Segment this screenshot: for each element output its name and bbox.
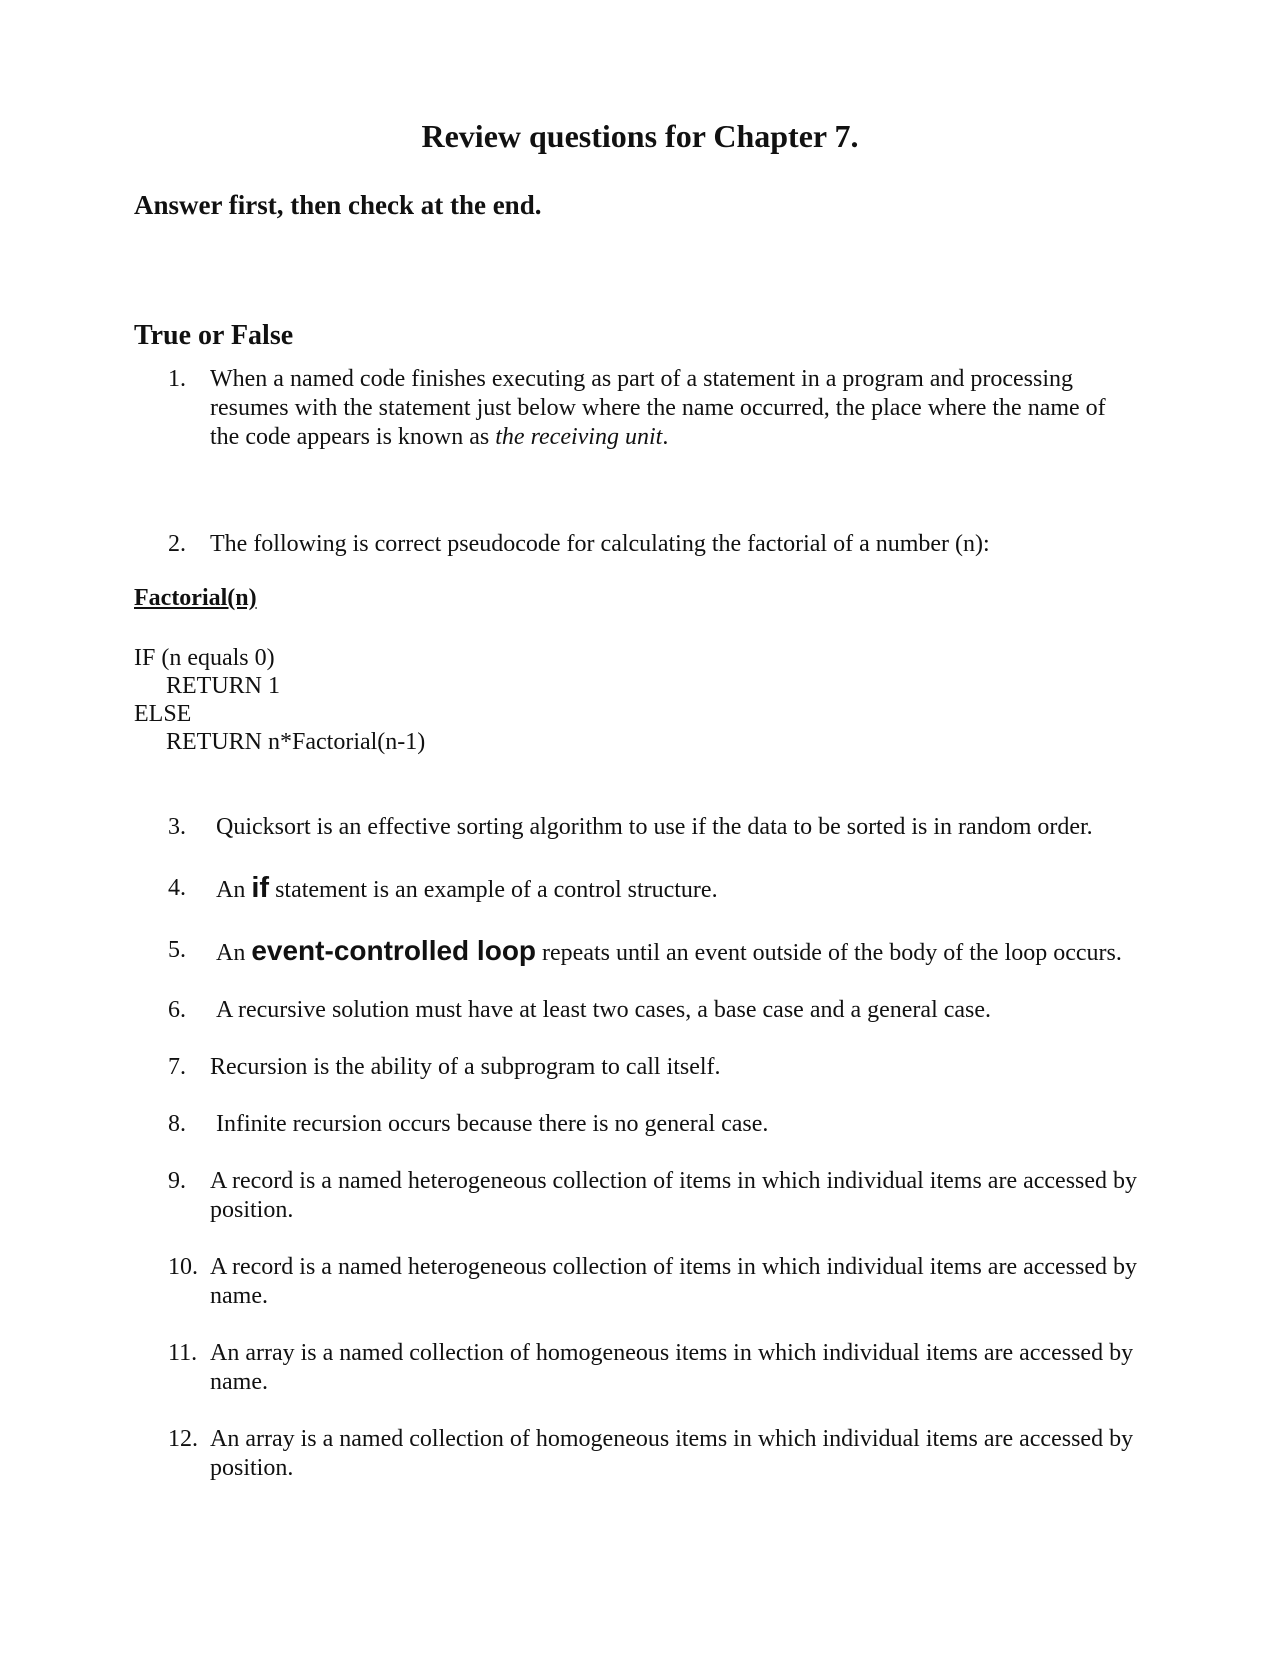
question-7: [168, 1053, 1138, 1082]
page-title: Review questions for Chapter 7.: [421, 118, 859, 154]
question-number: 12.: [168, 1426, 198, 1452]
question-6: [168, 996, 1138, 1025]
question-text: An array is a named collection of homogeneous items in which individual items are accessed by name.: [210, 1340, 1134, 1395]
question-number: 8.: [168, 1111, 186, 1137]
question-text: Recursion is the ability of a subprogram to call itself.: [210, 1054, 721, 1080]
section-heading: True or False: [134, 320, 294, 351]
question-text: [216, 936, 1138, 968]
question-4: [168, 874, 1138, 905]
question-3: [168, 813, 1138, 842]
question-number: 5.: [168, 937, 186, 963]
question-1: [168, 365, 1138, 452]
question-text: Infinite recursion occurs because there is no general case.: [216, 1111, 769, 1137]
question-number: 7.: [168, 1054, 186, 1080]
question-5: [168, 936, 1138, 968]
question-number: 4.: [168, 875, 186, 901]
question-number: 1.: [168, 366, 186, 392]
question-text: An array is a named collection of homogeneous items in which individual items are accessed by position.: [210, 1426, 1134, 1481]
question-emphasis: the receiving unit: [495, 424, 663, 450]
question-keyword: if: [251, 872, 270, 904]
pseudocode-line: ELSE: [134, 701, 192, 727]
question-9: [168, 1167, 1138, 1225]
question-number: 9.: [168, 1168, 186, 1194]
pseudocode-block: [134, 644, 425, 756]
question-number: 11.: [168, 1340, 198, 1366]
question-text-part: An: [216, 940, 252, 966]
question-text: A record is a named heterogeneous collection of items in which individual items are accessed by position.: [210, 1168, 1138, 1223]
question-text: A record is a named heterogeneous collection of items in which individual items are accessed by name.: [210, 1254, 1138, 1309]
pseudocode-line: RETURN 1: [166, 673, 280, 699]
question-keyword: event-controlled loop: [251, 935, 537, 966]
question-number: 3.: [168, 814, 186, 840]
question-12: [168, 1425, 1138, 1483]
page-subtitle: Answer first, then check at the end.: [134, 190, 542, 220]
question-text: The following is correct pseudocode for calculating the factorial of a number (n):: [210, 531, 990, 557]
question-10: [168, 1253, 1138, 1311]
pseudocode-line: IF (n equals 0): [134, 645, 275, 671]
question-text-part: repeats until an event outside of the body of the loop occurs.: [536, 940, 1122, 966]
question-text-part: .: [662, 424, 669, 450]
question-text: A recursive solution must have at least two cases, a base case and a general case.: [216, 997, 992, 1023]
question-8: [168, 1110, 1138, 1139]
question-number: 10.: [168, 1254, 198, 1280]
question-text: [216, 874, 1138, 905]
question-text-part: statement is an example of a control structure.: [269, 877, 718, 903]
pseudocode-line: RETURN n*Factorial(n-1): [166, 729, 426, 755]
question-text-part: When a named code finishes executing as part of a statement in a program and processing resumes with the statement just below where the name occurred, the place where the name of the code appears is known as: [210, 366, 1106, 450]
question-text-part: An: [216, 877, 252, 903]
pseudocode-heading: Factorial(n): [134, 585, 257, 611]
question-2: [168, 530, 1138, 559]
question-text: Quicksort is an effective sorting algorithm to use if the data to be sorted is in random order.: [216, 814, 1093, 840]
question-11: [168, 1339, 1138, 1397]
question-text: [210, 365, 1138, 452]
question-number: 6.: [168, 997, 186, 1023]
question-number: 2.: [168, 531, 186, 557]
